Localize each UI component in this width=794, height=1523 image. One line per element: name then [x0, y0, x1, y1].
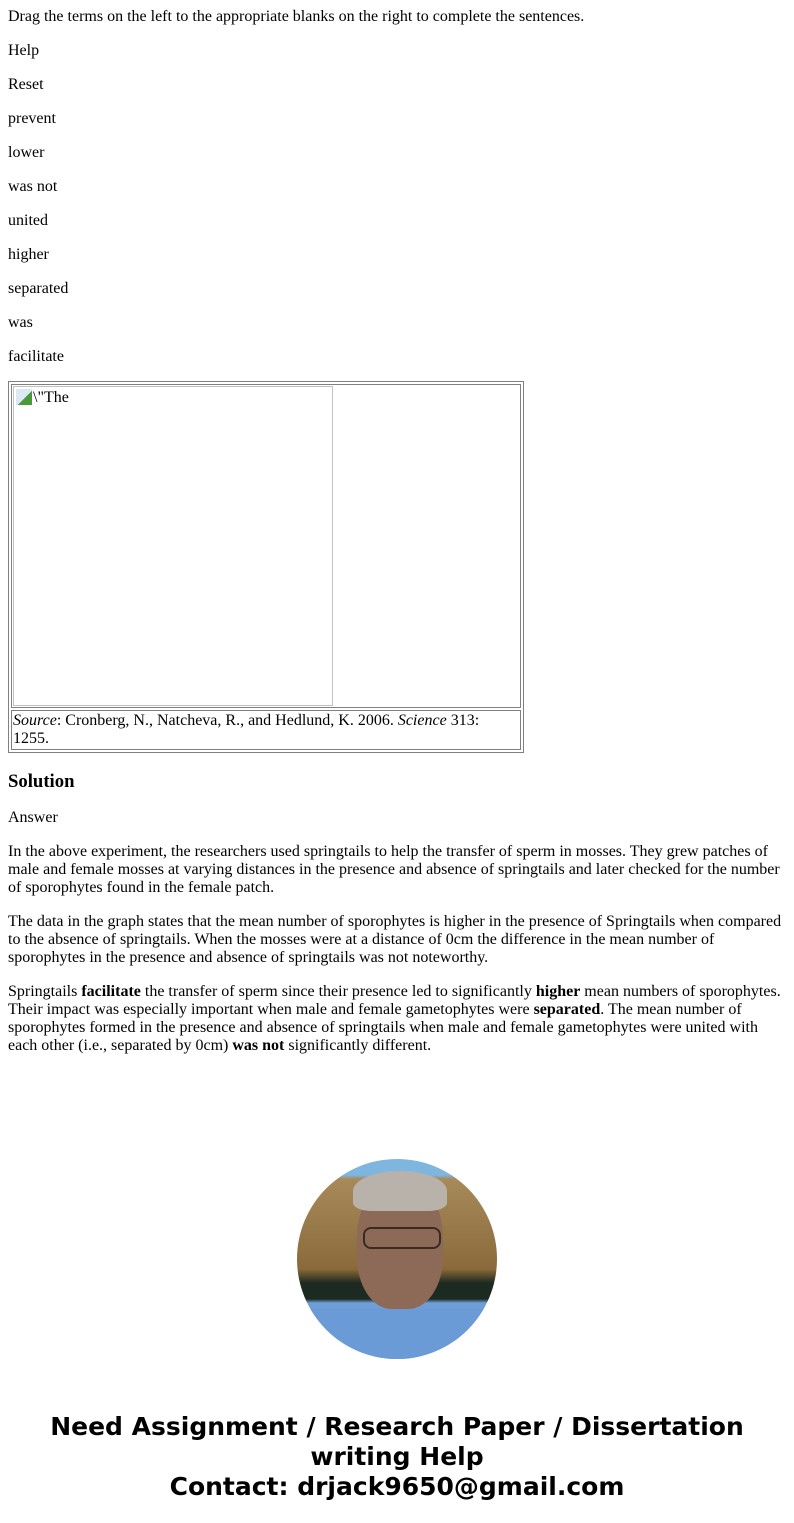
source-citation: 313: 1255. [13, 712, 480, 747]
figure-table [8, 381, 524, 753]
source-label: Source [13, 712, 57, 729]
help-button[interactable]: Help [8, 42, 40, 59]
source-journal: Science [397, 712, 447, 729]
footer-line-1: Need Assignment / Research Paper / Dissertation writing Help [50, 1412, 744, 1471]
term-was-not[interactable]: was not [8, 178, 58, 195]
footer-contact: Contact: drjack9650@gmail.com [169, 1472, 625, 1501]
footer-ad [8, 1412, 786, 1502]
source-text: : Cronberg, N., Natcheva, R., and Hedlund, K. 2006. [56, 712, 398, 729]
broken-image-icon [16, 389, 32, 405]
term-facilitate[interactable]: facilitate [8, 348, 64, 365]
figure-alt-text: \"The [33, 389, 69, 406]
reset-button[interactable]: Reset [8, 76, 44, 93]
figure-source [11, 710, 521, 750]
solution-paragraph-3: Springtails facilitate the transfer of sperm since their presence led to significantly higher mean numbers of sporophytes. Their impact was especially important when male and female gametophytes were separated. The mean number of sporophytes formed in the presence and absence of springtails when male and female gametophytes were united with each other (i.e., separated by 0cm) was not significantly different. [8, 983, 781, 1054]
figure-image [13, 386, 333, 706]
term-higher[interactable]: higher [8, 246, 49, 263]
term-united[interactable]: united [8, 212, 48, 229]
term-was[interactable]: was [8, 314, 33, 331]
answer-label: Answer [8, 809, 58, 826]
term-separated[interactable]: separated [8, 280, 69, 297]
author-avatar [297, 1159, 497, 1359]
term-lower[interactable]: lower [8, 144, 45, 161]
figure-cell [11, 384, 521, 708]
instructions: Drag the terms on the left to the appropriate blanks on the right to complete the sentences. [8, 8, 585, 25]
term-prevent[interactable]: prevent [8, 110, 56, 127]
solution-paragraph-1: In the above experiment, the researchers used springtails to help the transfer of sperm in mosses. They grew patches of male and female mosses at varying distances in the presence and absence of springtails and later checked for the number of sporophytes found in the female patch. [8, 843, 780, 896]
solution-paragraph-2: The data in the graph states that the mean number of sporophytes is higher in the presence of Springtails when compared to the absence of springtails. When the mosses were at a distance of 0cm the difference in the mean number of sporophytes in the presence and absence of springtails was not noteworthy. [8, 913, 782, 966]
solution-heading: Solution [8, 771, 75, 792]
